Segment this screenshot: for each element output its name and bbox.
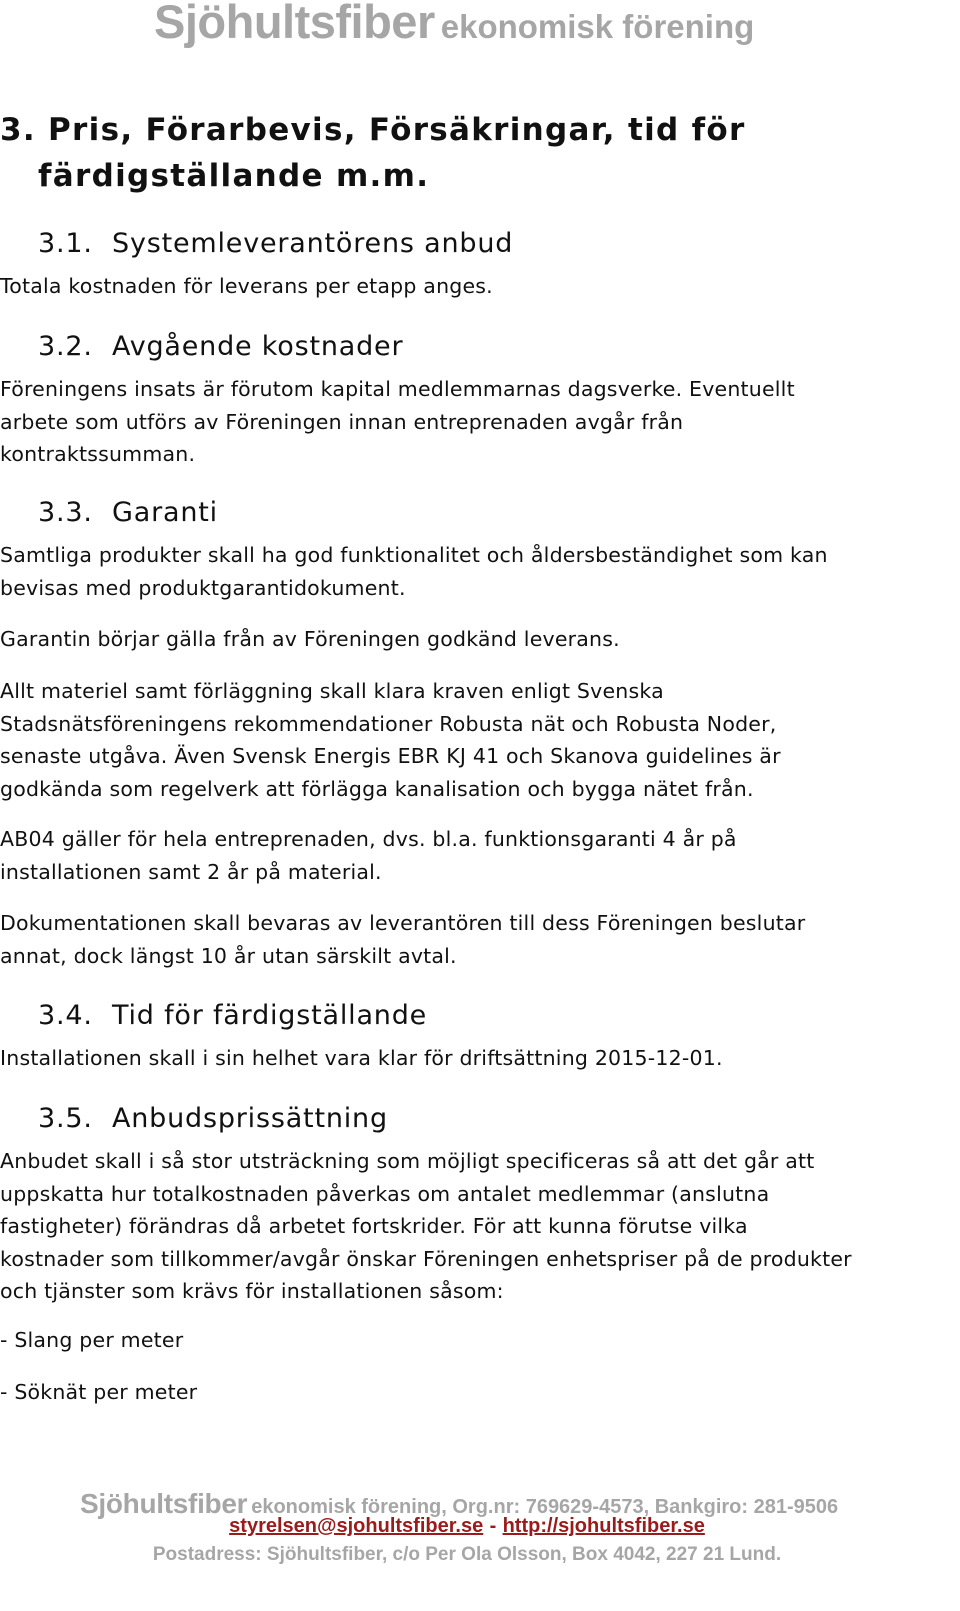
text-line: Dokumentationen skall bevaras av leverantören till dess Föreningen beslutar (0, 911, 806, 935)
bullet-text: - Söknät per meter (0, 1380, 198, 1404)
paragraph-3-3-c (0, 675, 781, 805)
text-line: Stadsnätsföreningens rekommendationer Robusta nät och Robusta Noder, (0, 711, 777, 736)
text-line: Installationen skall i sin helhet vara klar för driftsättning 2015-12-01. (0, 1046, 723, 1070)
footer-org-info: ekonomisk förening, Org.nr: 769629-4573, Bankgiro: 281-9506 (251, 1496, 839, 1518)
text-line: godkända som regelverk att förlägga kanalisation och bygga nätet från. (0, 776, 754, 801)
section-title-line-1: 3. Pris, Förarbevis, Försäkringar, tid för (0, 112, 746, 148)
paragraph-3-4 (0, 1042, 723, 1075)
heading-3-5 (38, 1102, 388, 1136)
letterhead-brand: Sjöhultsfiber (154, 0, 435, 48)
heading-text: Avgående kostnader (112, 331, 404, 362)
website-link[interactable]: http://sjohultsfiber.se (502, 1515, 705, 1537)
heading-3-3 (38, 496, 218, 530)
heading-text: Garanti (112, 497, 218, 528)
text-line: och tjänster som krävs för installationen såsom: (0, 1279, 504, 1303)
footer-address: Postadress: Sjöhultsfiber, c/o Per Ola Olsson, Box 4042, 227 21 Lund. (152, 1544, 782, 1565)
text-line: senaste utgåva. Även Svensk Energis EBR KJ 41 och Skanova guidelines är (0, 744, 781, 768)
heading-text: Systemleverantörens anbud (112, 228, 514, 259)
heading-3-4 (38, 999, 427, 1033)
heading-3-1 (38, 227, 513, 261)
list-item (0, 1376, 197, 1409)
heading-number: 3.5. (38, 1103, 93, 1134)
paragraph-3-3-d (0, 823, 737, 888)
paragraph-3-5 (0, 1145, 852, 1308)
paragraph-3-2 (0, 373, 795, 471)
heading-number: 3.2. (38, 331, 93, 362)
heading-number: 3.1. (38, 228, 93, 259)
text-line: installationen samt 2 år på material. (0, 859, 382, 884)
heading-number: 3.4. (38, 1000, 93, 1031)
text-line: annat, dock längst 10 år utan särskilt avtal. (0, 943, 457, 968)
text-line: Totala kostnaden för leverans per etapp anges. (0, 274, 493, 298)
footer-brand: Sjöhultsfiber (80, 1488, 248, 1519)
heading-3-2 (38, 330, 403, 364)
link-separator: - (489, 1515, 497, 1537)
text-line: bevisas med produktgarantidokument. (0, 575, 406, 600)
paragraph-3-3-e (0, 907, 805, 972)
text-line: AB04 gäller för hela entreprenaden, dvs. bl.a. funktionsgaranti 4 år på (0, 827, 737, 851)
paragraph-3-3-b (0, 623, 620, 656)
text-line: kontraktssumman. (0, 442, 196, 466)
text-line: Föreningens insats är förutom kapital medlemmarnas dagsverke. Eventuellt (0, 377, 795, 401)
text-line: kostnader som tillkommer/avgår önskar Föreningen enhetspriser på de produkter (0, 1246, 852, 1271)
text-line: uppskatta hur totalkostnaden påverkas om antalet medlemmar (anslutna (0, 1181, 770, 1206)
paragraph-3-1 (0, 270, 493, 303)
text-line: Garantin börjar gälla från av Föreningen godkänd leverans. (0, 627, 620, 651)
text-line: Allt materiel samt förläggning skall klara kraven enligt Svenska (0, 679, 664, 703)
heading-text: Anbudsprissättning (112, 1103, 388, 1134)
list-item (0, 1324, 183, 1357)
section-title-line-2: färdigställande m.m. (38, 158, 430, 194)
heading-number: 3.3. (38, 497, 93, 528)
text-line: fastigheter) förändras då arbetet fortskrider. För att kunna förutse vilka (0, 1214, 748, 1238)
text-line: Samtliga produkter skall ha god funktionalitet och åldersbeständighet som kan (0, 543, 828, 567)
heading-text: Tid för färdigställande (112, 1000, 428, 1031)
text-line: arbete som utförs av Föreningen innan entreprenaden avgår från (0, 409, 684, 434)
paragraph-3-3-a (0, 539, 828, 604)
email-link[interactable]: styrelsen@sjohultsfiber.se (229, 1515, 484, 1537)
bullet-text: - Slang per meter (0, 1328, 184, 1352)
letterhead-subtitle: ekonomisk förening (440, 8, 755, 45)
text-line: Anbudet skall i så stor utsträckning som möjligt specificeras så att det går att (0, 1149, 815, 1173)
footer-links (0, 1513, 934, 1538)
section-title (0, 107, 746, 199)
letterhead (154, 0, 754, 49)
